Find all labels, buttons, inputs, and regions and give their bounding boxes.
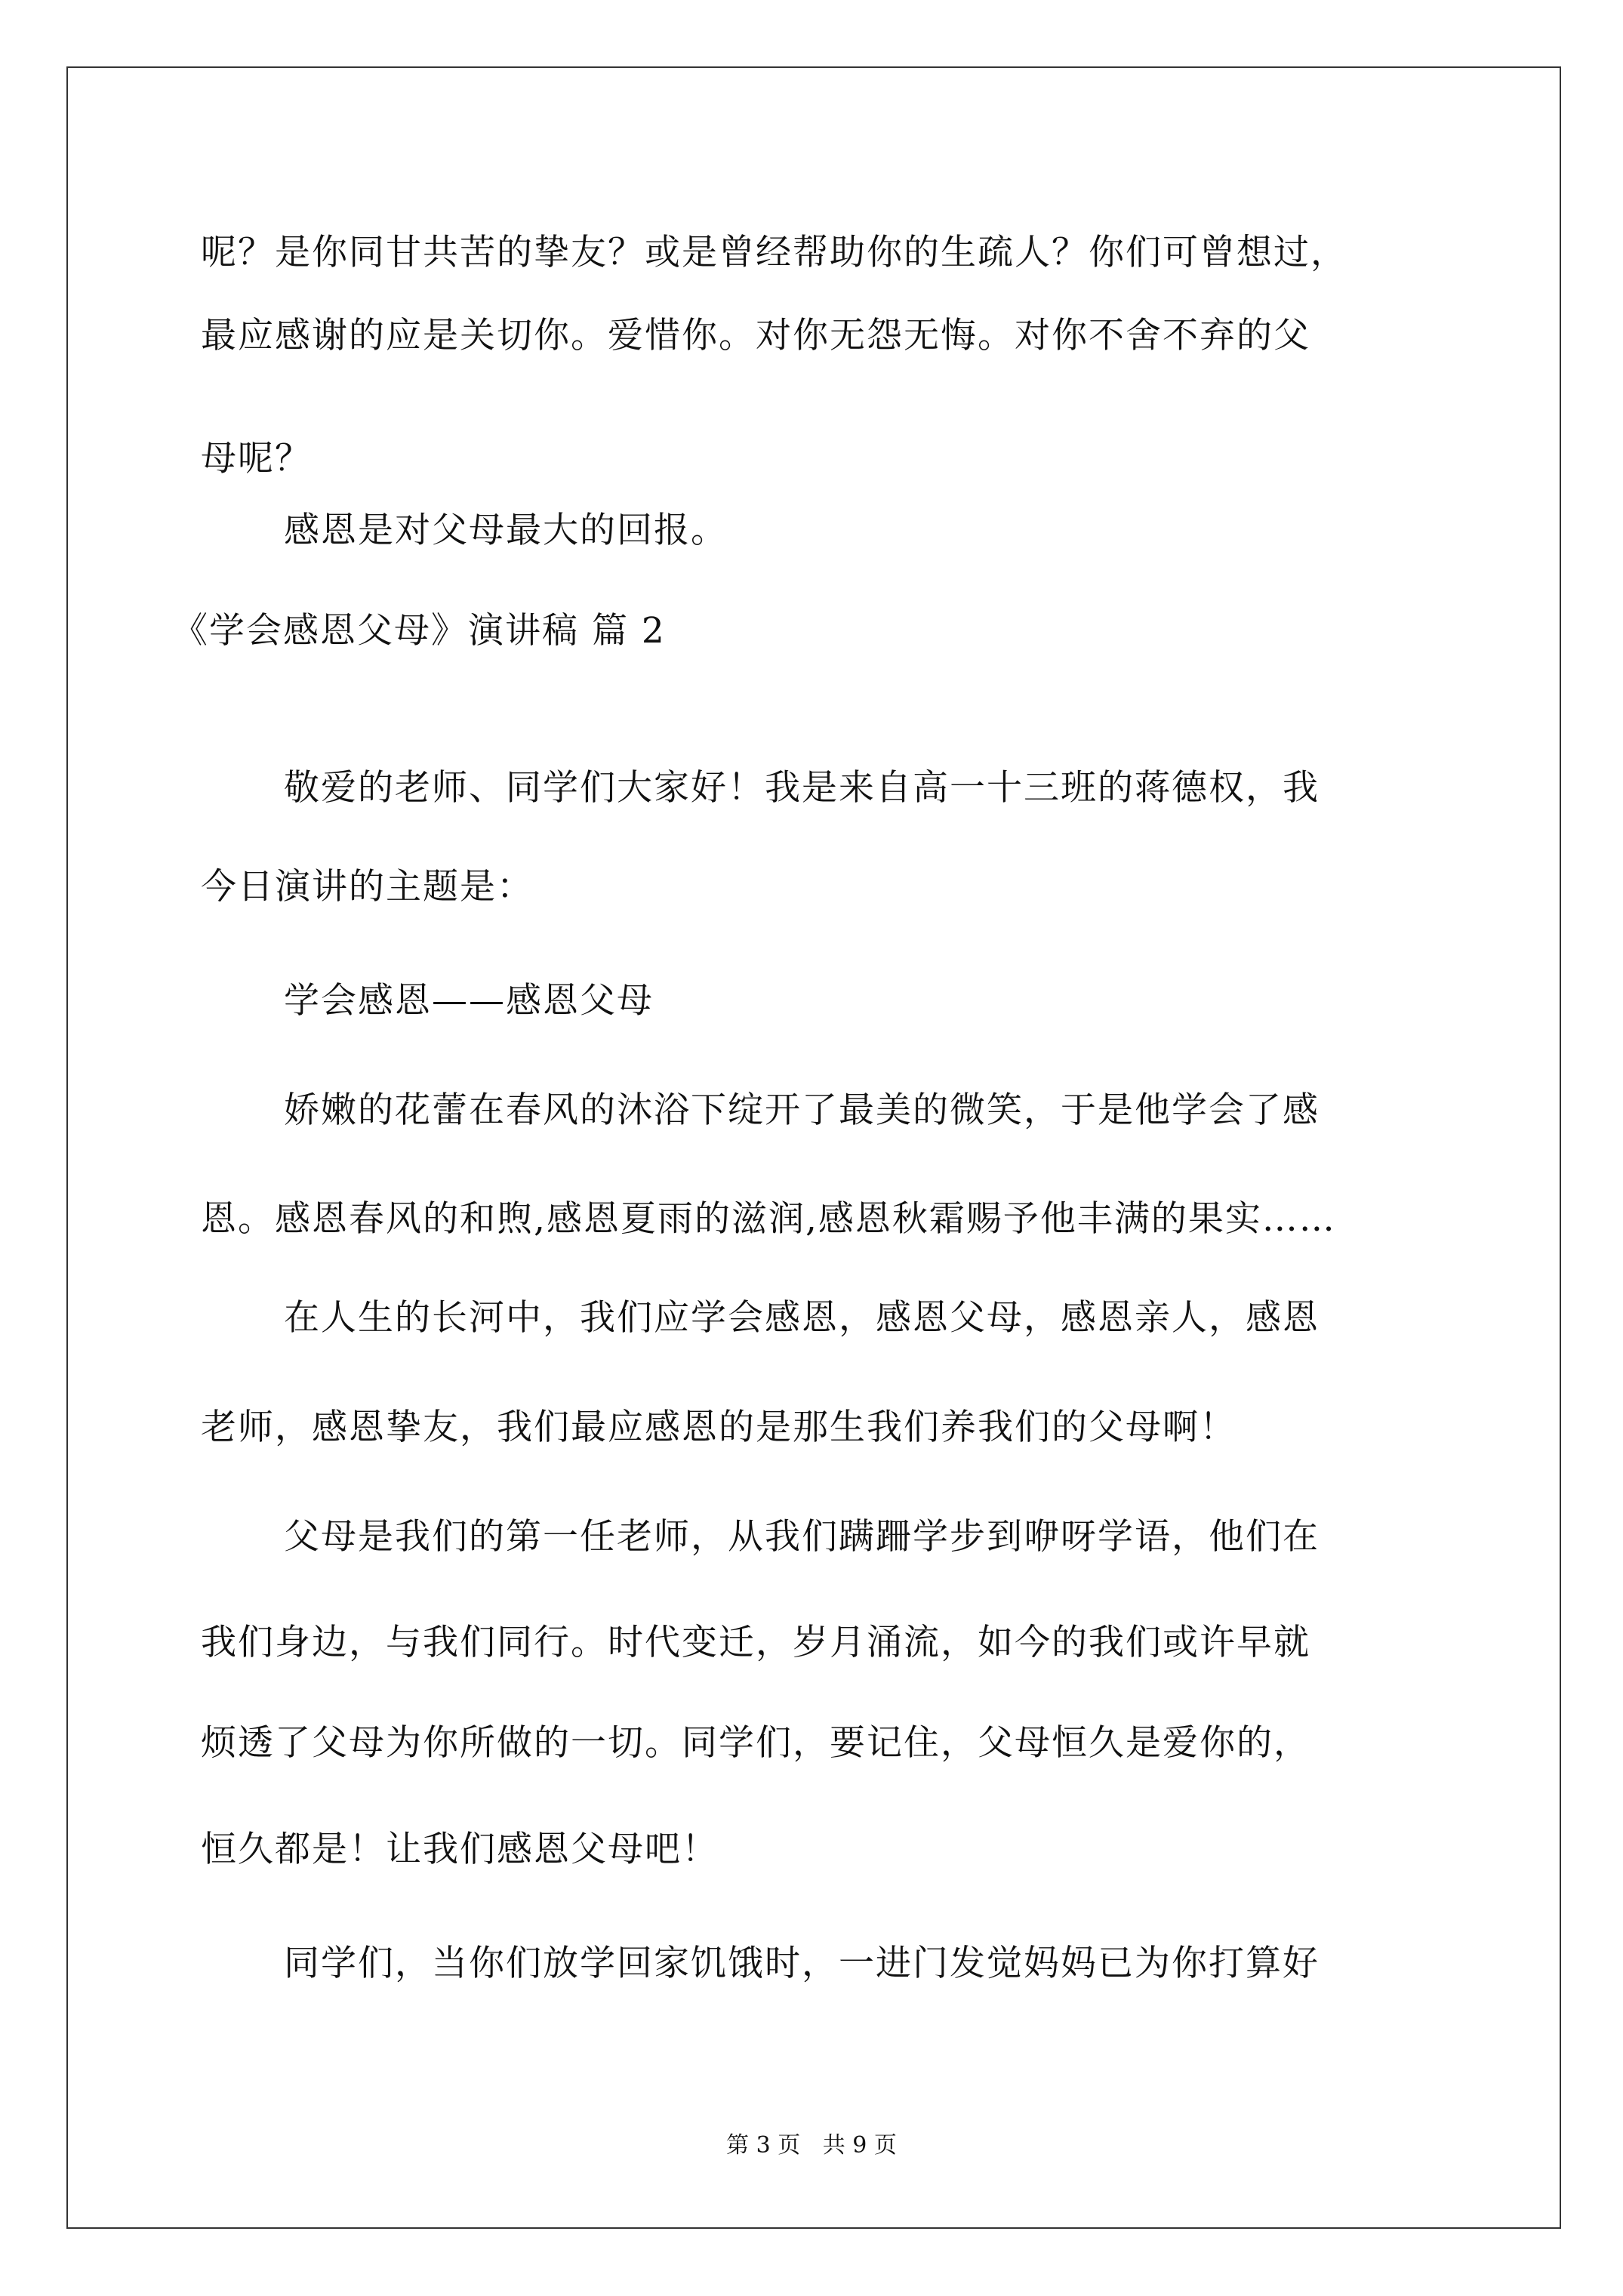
text-line: 学会感恩——感恩父母 (284, 980, 654, 1022)
text-line: 同学们，当你们放学回家饥饿时，一进门发觉妈妈已为你打算好 (284, 1943, 1320, 1984)
text-line: 最应感谢的应是关切你。爱惜你。对你无怨无悔。对你不舍不弃的父 (201, 315, 1310, 356)
text-line: 恩。感恩春风的和煦,感恩夏雨的滋润,感恩秋霜赐予他丰满的果实…… (201, 1198, 1336, 1240)
page-border (66, 66, 1561, 2229)
page-number: 第 3 页 (726, 2132, 801, 2159)
text-line: 烦透了父母为你所做的一切。同学们，要记住，父母恒久是爱你的， (201, 1722, 1310, 1764)
text-line: 敬爱的老师、同学们大家好！我是来自高一十三班的蒋德权，我 (284, 767, 1320, 809)
text-line: 老师，感恩挚友，我们最应感恩的是那生我们养我们的父母啊！ (201, 1407, 1236, 1448)
text-line: 我们身边，与我们同行。时代变迁，岁月涌流，如今的我们或许早就 (201, 1622, 1310, 1663)
text-line: 父母是我们的第一任老师，从我们蹒跚学步到咿呀学语，他们在 (284, 1516, 1320, 1558)
text-line: 在人生的长河中，我们应学会感恩，感恩父母，感恩亲人，感恩 (284, 1297, 1320, 1339)
text-line: 娇嫩的花蕾在春风的沐浴下绽开了最美的微笑，于是他学会了感 (284, 1089, 1320, 1131)
page-total: 共 9 页 (822, 2132, 897, 2159)
section-heading: 《学会感恩父母》演讲稿 篇 2 (172, 610, 666, 652)
text-line: 母呢？ (201, 438, 312, 479)
text-line: 呢？是你同甘共苦的挚友？或是曾经帮助你的生疏人？你们可曾想过， (201, 232, 1347, 273)
page-footer (0, 2131, 1623, 2161)
text-line: 恒久都是！让我们感恩父母吧！ (201, 1829, 719, 1870)
text-line: 感恩是对父母最大的回报。 (284, 510, 728, 551)
text-line: 今日演讲的主题是： (201, 866, 534, 908)
